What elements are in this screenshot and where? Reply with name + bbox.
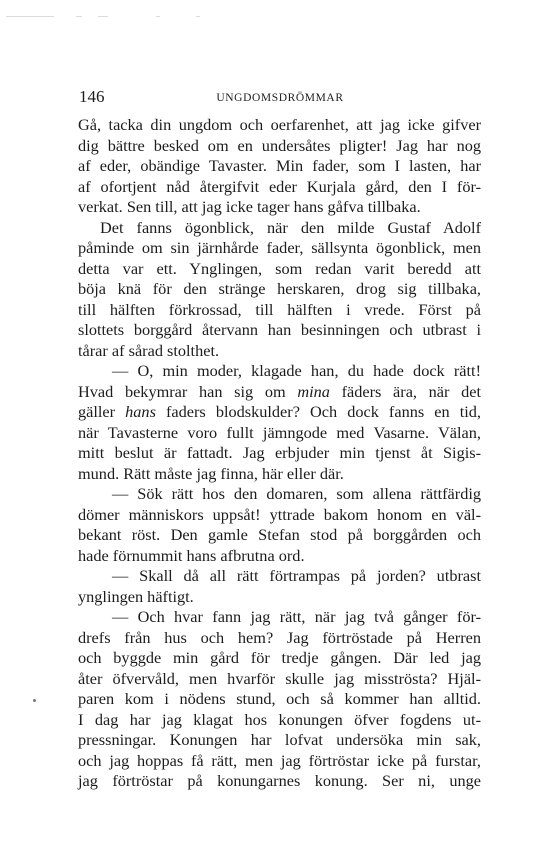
text-line: — Och hvar fann jag rätt, när jag två gånger för- [112,607,481,626]
emphasis-hans: hans [125,402,156,421]
text-line: böja knä för den stränge herskaren, drog sig tillbaka, [78,279,481,298]
text-line: — Sök rätt hos den domaren, som allena rättfärdig [112,484,481,503]
text-line: mitt beslut är fattadt. Jag erbjuder min tjenst åt Sigis- [78,443,481,462]
text-line: Gå, tacka din ungdom och oerfarenhet, att jag icke gifver [78,115,481,134]
running-title: UNGDOMSDRÖMMAR [216,92,344,104]
text-line: af eder, obändige Tavaster. Min fader, som I lasten, har [78,156,481,175]
text-fragment: Hvad bekymrar han sig om [78,381,286,401]
text-line: af ofortjent nåd återgifvit eder Kurjala gård, den I för- [78,176,481,196]
text-line: Det fanns ögonblick, när den milde Gustaf Adolf [100,217,481,237]
text-line: pressningar. Konungen har lofvat undersöka min sak, [78,730,481,749]
text-line: dömer människors uppsåt! yttrade bakom honom en väl- [78,504,481,524]
text-line: mund. Rätt måste jag finna, här eller där. [78,463,344,483]
text-fragment: gäller [78,402,116,421]
text-line: I dag har jag klagat hos konungen öfver fogdens ut- [78,709,481,729]
text-line: och byggde min gård för tredje gången. Där led jag [78,648,481,667]
text-line: till hälften förkrossad, till hälften i vrede. Först på [78,299,481,319]
text-line: bekant röst. Den gamle Stefan stod på borggården och [78,525,481,544]
text-fragment: fäders ära, när det [341,381,482,401]
page-number: 146 [79,87,105,106]
text-line: paren kom i nödens stund, och så kommer han alltid. [78,689,481,708]
text-line: verkat. Sen till, att jag icke tager hans gåfva tillbaka. [78,197,421,216]
page-header [79,87,481,107]
text-line-with-emphasis [78,402,481,423]
margin-speck [33,699,36,702]
text-line: — Skall då all rätt förtrampas på jorden? utbrast [112,566,481,585]
text-line: detta var ett. Ynglingen, som redan varit beredd att [78,258,481,278]
text-line-with-emphasis [78,382,481,403]
text-line: hade förnummit hans afbrutna ord. [78,545,305,565]
bleed-through-marks [6,14,206,20]
text-line: slottets borggård återvann han besinningen och utbrast i [78,320,481,339]
body-text [78,115,481,792]
text-line: tårar af sårad stolthet. [78,340,220,360]
text-line: och jag hoppas få rätt, men jag förtröstar icke på furstar, [78,750,481,770]
text-line: när Tavasterne voro fullt jämngode med Vasarne. Välan, [78,422,481,442]
text-line: dig bättre besked om en undersåtes pligter! Jag har nog [78,135,481,155]
text-line: drefs från hus och hem? Jag förtröstade på Herren [78,627,481,647]
text-line: påminde om sin järnhårde fader, sällsynta ögonblick, men [78,238,481,257]
text-line: — O, min moder, klagade han, du hade dock rätt! [112,361,481,380]
emphasis-mina: mina [297,381,330,401]
text-line: åter öfvervåld, men hvarför skulle jag misströsta? Hjäl- [78,668,481,688]
text-line: ynglingen häftigt. [78,586,194,606]
text-line: jag förtröstar på konungarnes konung. Ser ni, unge [78,771,481,790]
text-fragment: faders blodskulder? Och dock fanns en tid, [165,402,481,421]
